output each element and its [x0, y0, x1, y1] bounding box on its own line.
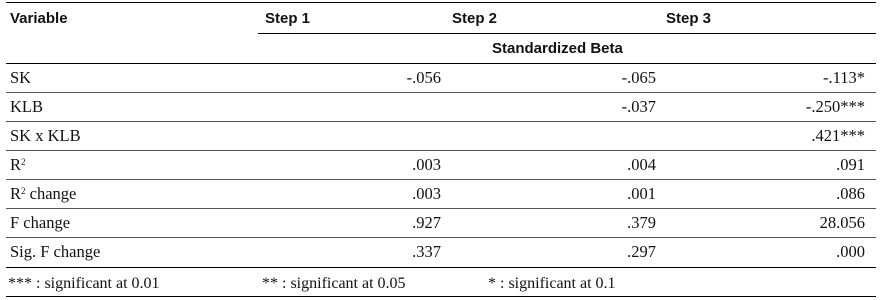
header-step2: Step 2: [452, 10, 498, 27]
row-label-main: R: [10, 155, 22, 174]
row-label-rest: change: [25, 184, 77, 203]
cell-step2: [444, 121, 656, 150]
cell-step1: -.056: [406, 68, 441, 87]
cell-step2: .379: [627, 213, 656, 232]
cell-step3: .421***: [811, 126, 865, 145]
header-step1: Step 1: [265, 10, 311, 27]
row-label: SK x KLB: [10, 126, 81, 145]
row-label: Sig. F change: [10, 242, 101, 261]
table-row: [6, 208, 876, 237]
superscript-two: 2: [21, 157, 26, 167]
table-row: [6, 92, 876, 121]
table-row: [6, 150, 876, 179]
header-row: [6, 4, 876, 33]
bottom-rule: [6, 267, 876, 268]
row-label: KLB: [10, 97, 43, 116]
cell-step1: .927: [412, 213, 441, 232]
table-row: [6, 63, 876, 92]
row-label: [10, 150, 26, 179]
subheader-row: [6, 34, 876, 63]
row-label-main: R: [10, 184, 22, 203]
superscript-two: 2: [21, 186, 26, 196]
cell-step1: .003: [412, 155, 441, 174]
cell-step2: .297: [627, 242, 656, 261]
cell-step1: .003: [412, 184, 441, 203]
header-step3: Step 3: [666, 10, 712, 27]
footnote-significance-01: * : significant at 0.1: [488, 275, 616, 292]
table-row: [6, 179, 876, 208]
table-row: [6, 121, 876, 150]
cell-step1: [258, 92, 441, 121]
footnote-significance-001: *** : significant at 0.01: [8, 275, 160, 292]
cell-step3: -.113*: [822, 68, 865, 87]
row-label: [10, 179, 76, 208]
cell-step3: .091: [836, 155, 865, 174]
cell-step2: -.065: [621, 68, 656, 87]
cell-step1: [258, 121, 441, 150]
cell-step2: -.037: [621, 97, 656, 116]
cell-step2: .004: [627, 155, 656, 174]
cell-step1: .337: [412, 242, 441, 261]
row-label: SK: [10, 68, 32, 87]
cell-step3: .086: [836, 184, 865, 203]
top-rule: [6, 2, 876, 3]
table-row: [6, 237, 876, 266]
header-variable: Variable: [10, 10, 68, 27]
cell-step2: .001: [627, 184, 656, 203]
subheader-standardized-beta: Standardized Beta: [492, 40, 623, 57]
footer-rule: [6, 296, 876, 297]
footnote-row: [6, 269, 876, 298]
row-label: F change: [10, 213, 71, 232]
cell-step3: .000: [836, 242, 865, 261]
cell-step3: 28.056: [819, 213, 865, 232]
footnote-significance-005: ** : significant at 0.05: [262, 275, 406, 292]
cell-step3: -.250***: [805, 97, 865, 116]
